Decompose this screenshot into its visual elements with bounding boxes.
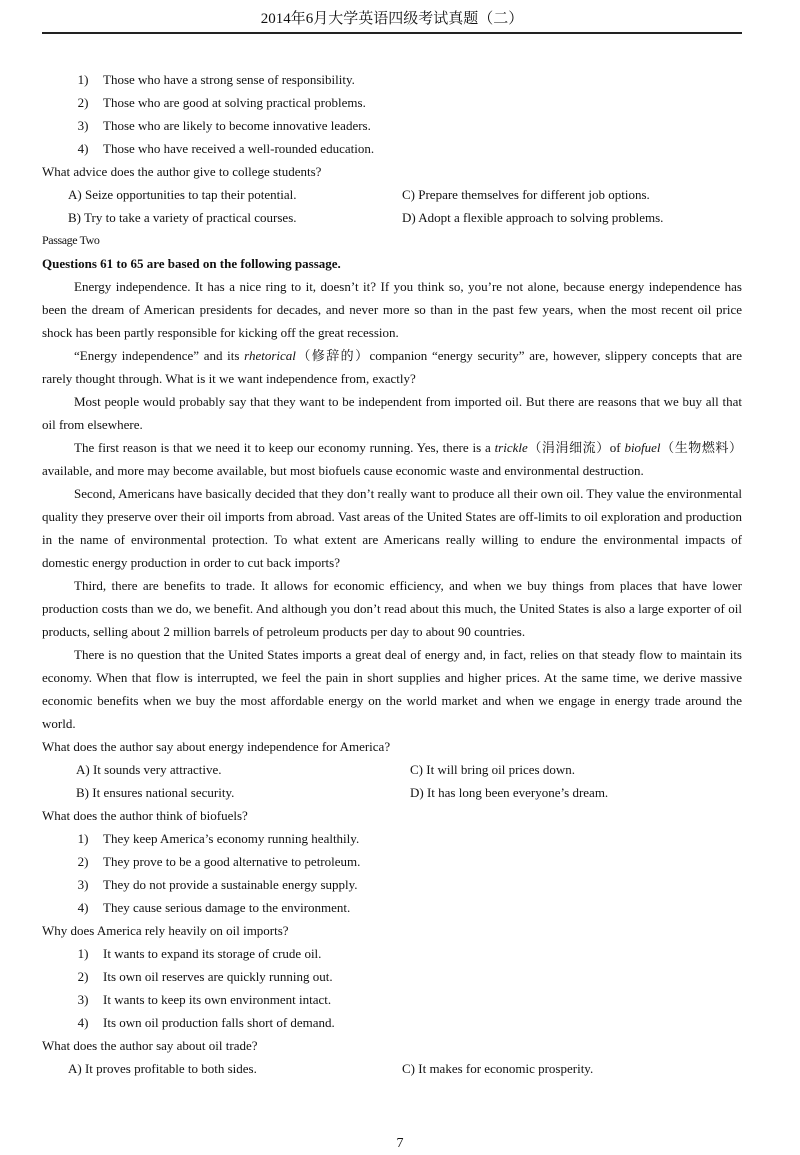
question-64: What does the author say about oil trade?	[42, 1038, 258, 1053]
list-item: 4) Its own oil production falls short of demand.	[77, 1015, 335, 1030]
list-item: 3) Those who are likely to become innovative leaders.	[77, 118, 371, 133]
list-item: 1) It wants to expand its storage of crude oil.	[77, 946, 322, 961]
passage-paragraph-2: “Energy independence” and its rhetorical（修辞的）companion “energy security” are, however, slippery concepts that are rarely thought through. What is it we want independence from, exactly?	[42, 348, 742, 386]
option-c: C) Prepare themselves for different job options.	[402, 187, 650, 202]
list-item: 4) They cause serious damage to the environment.	[77, 900, 351, 915]
list-item: 2) Those who are good at solving practical problems.	[77, 95, 366, 110]
page-header: 2014年6月大学英语四级考试真题（二）	[260, 11, 524, 27]
option-c: C) It will bring oil prices down.	[410, 762, 576, 777]
list-item: 2) They prove to be a good alternative to petroleum.	[77, 854, 361, 869]
passage-label: Passage Two	[42, 233, 100, 247]
list-item: 1) Those who have a strong sense of responsibility.	[77, 72, 355, 87]
passage-paragraph-7: There is no question that the United States imports a great deal of energy and, in fact, relies on that steady flow to maintain its economy. When that flow is interrupted, we feel the pain in short supplies and higher prices. At the same time, we derive massive economic benefits when we buy the most affordable energy on the world market and when we engage in energy trade around the world.	[42, 647, 742, 731]
option-b: B) It ensures national security.	[76, 785, 235, 800]
question-62: What does the author think of biofuels?	[42, 808, 248, 823]
page-number: 7	[396, 1136, 404, 1151]
passage-paragraph-3: Most people would probably say that they want to be independent from imported oil. But there are reasons that we buy all that oil from elsewhere.	[42, 394, 742, 432]
question-63: Why does America rely heavily on oil imports?	[42, 923, 289, 938]
question-61: What does the author say about energy independence for America?	[42, 739, 391, 754]
question-options	[42, 183, 742, 229]
header-divider	[42, 32, 742, 34]
option-c: C) It makes for economic prosperity.	[402, 1061, 594, 1076]
list-item: 4) Those who have received a well-rounded education.	[77, 141, 375, 156]
passage-paragraph-1: Energy independence. It has a nice ring to it, doesn’t it? If you think so, you’re not alone, because energy independence has been the dream of American presidents for decades, and never more so than in the past few years, when the most recent oil price shock has been partly responsible for kicking off the great recession.	[42, 279, 742, 340]
prev-question-options	[42, 68, 742, 160]
passage-paragraph-5: Second, Americans have basically decided that they don’t really want to produce all their own oil. They value the environmental quality they preserve over their oil imports from abroad. Vast areas of the United States are off-limits to oil exploration and production in the name of environmental protection. To what extent are Americans really willing to endure the environmental impacts of domestic energy production in order to cut back imports?	[42, 486, 742, 570]
page-content	[42, 68, 742, 1080]
question-63-options	[42, 942, 742, 1034]
list-item: 2) Its own oil reserves are quickly running out.	[77, 969, 333, 984]
question-61-options	[42, 758, 742, 804]
question-text: What advice does the author give to college students?	[42, 164, 322, 179]
option-a: A) It sounds very attractive.	[76, 762, 222, 777]
passage-paragraph-4: The first reason is that we need it to keep our economy running. Yes, there is a trickle（涓涓细流）of biofuel（生物燃料）available, and more may become available, but most biofuels cause economic waste and environmental destruction.	[42, 440, 742, 478]
list-item: 1) They keep America’s economy running healthily.	[77, 831, 360, 846]
passage-heading: Questions 61 to 65 are based on the following passage.	[42, 256, 341, 271]
question-62-options	[42, 827, 742, 919]
list-item: 3) They do not provide a sustainable energy supply.	[77, 877, 358, 892]
option-a: A) Seize opportunities to tap their potential.	[68, 187, 297, 202]
passage-paragraph-6: Third, there are benefits to trade. It allows for economic efficiency, and when we buy things from places that have lower production costs than we do, we benefit. And although you don’t read about this much, the United States is also a large exporter of oil products, selling about 2 million barrels of petroleum products per day to about 90 countries.	[42, 578, 742, 639]
option-d: D) It has long been everyone’s dream.	[410, 785, 609, 800]
list-item: 3) It wants to keep its own environment intact.	[77, 992, 332, 1007]
option-a: A) It proves profitable to both sides.	[68, 1061, 257, 1076]
option-b: B) Try to take a variety of practical courses.	[68, 210, 297, 225]
question-64-options	[42, 1057, 742, 1080]
option-d: D) Adopt a flexible approach to solving problems.	[402, 210, 664, 225]
